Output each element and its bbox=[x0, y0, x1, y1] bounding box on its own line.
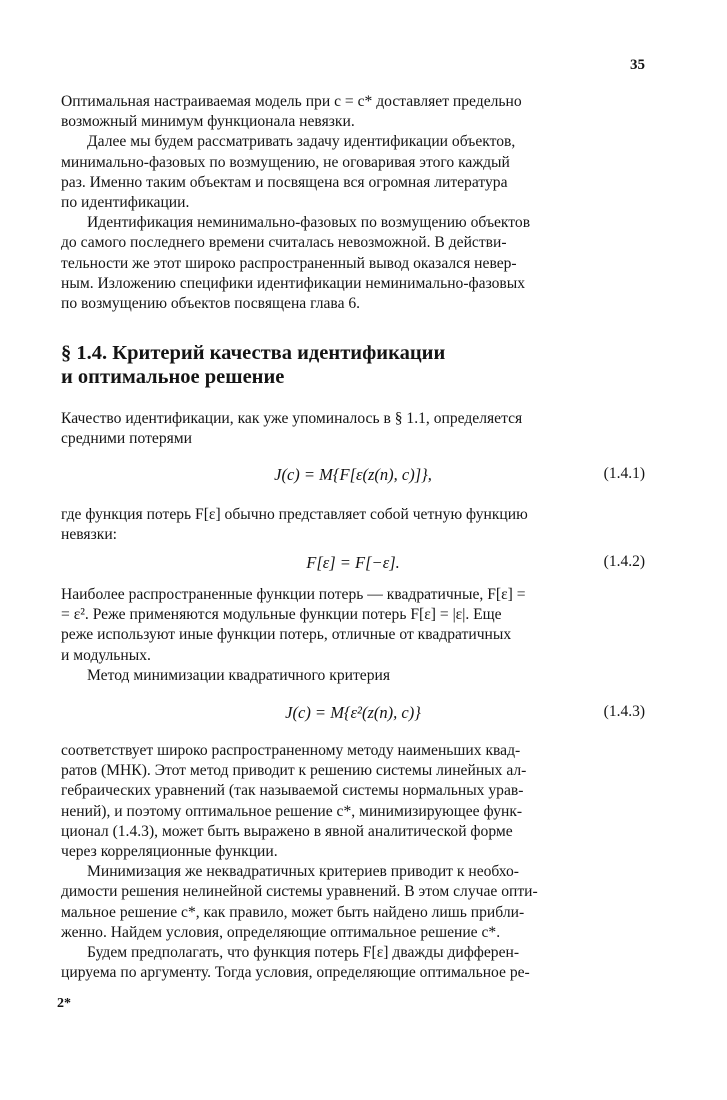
paragraph-loss-function: где функция потерь F[ε] обычно представляет собой четную функцию невязки: bbox=[61, 506, 528, 544]
paragraph-optimal-model: Оптимальная настраиваемая модель при c = c* доставляет предельно возможный минимум функционала невязки. bbox=[61, 93, 522, 131]
equation-1-4-3 bbox=[61, 703, 645, 727]
paragraph-nonquadratic: Минимизация же неквадратичных критериев приводит к необхо- димости решения нелинейной системы уравнений. В этом случае опти- мальное решение c*, как правило, может быть найдено лишь прибли- женно. Найдем условия, определяющие оптимальное решение c*. bbox=[61, 863, 538, 941]
equation-number: (1.4.3) bbox=[603, 703, 645, 720]
equation-number: (1.4.1) bbox=[603, 465, 645, 482]
paragraph-identification-quality: Качество идентификации, как уже упоминалось в § 1.1, определяется средними потерями bbox=[61, 410, 523, 448]
section-heading: § 1.4. Критерий качества идентификации и оптимальное решение bbox=[61, 342, 446, 388]
equation-formula: F[ε] = F[−ε]. bbox=[306, 553, 400, 572]
loss-function-text-block bbox=[61, 505, 645, 545]
signature-mark: 2* bbox=[57, 996, 71, 1011]
equation-1-4-2 bbox=[61, 553, 645, 577]
quadratic-text-block bbox=[61, 585, 645, 686]
paragraph-nonminimum-phase: Идентификация неминимально-фазовых по возмущению объектов до самого последнего времени считалась невозможной. В действи- тельности же этот широко распространенный вывод оказался невер- ным. Изложению специфики идентификации неминимально-фазовых по возмущению объектов посвящена глава 6. bbox=[61, 214, 531, 313]
page-number: 35 bbox=[630, 57, 645, 73]
intro-text-block bbox=[61, 92, 645, 314]
paragraph-minimization-method: Метод минимизации квадратичного критерия bbox=[87, 666, 391, 684]
equation-formula: J(c) = M{F[ε(z(n), c)]}, bbox=[274, 465, 432, 484]
equation-formula: J(c) = M{ε²(z(n), c)} bbox=[285, 703, 421, 722]
paragraph-identification-task: Далее мы будем рассматривать задачу идентификации объектов, минимально-фазовых по возмущению, не оговаривая этого каждый раз. Именно таким объектам и посвящена вся огромная литература по идентификации. bbox=[61, 133, 516, 212]
equation-number: (1.4.2) bbox=[603, 553, 645, 570]
lsm-text-block bbox=[61, 741, 645, 983]
quality-text-block bbox=[61, 409, 645, 449]
equation-1-4-1 bbox=[61, 465, 645, 489]
paragraph-quadratic-losses: Наиболее распространенные функции потерь — квадратичные, F[ε] = = ε². Реже применяются модульные функции потерь F[ε] = |ε|. Еще реже используют иные функции потерь, отличные от квадратичных и модульных. bbox=[61, 586, 526, 664]
paragraph-differentiable: Будем предполагать, что функция потерь F[ε] дважды дифферен- цируема по аргументу. Тогда условия, определяющие оптимальное ре- bbox=[61, 944, 530, 982]
paragraph-least-squares: соответствует широко распространенному методу наименьших квад- ратов (МНК). Этот метод приводит к решению системы линейных ал- гебраических уравнений (так называемой системы нормальных урав- нений), и поэтому оптимальное решение c*, минимизирующее функ- ционал (1.4.3), может быть выражено в явной аналитической форме через корреляционные функции. bbox=[61, 742, 527, 861]
